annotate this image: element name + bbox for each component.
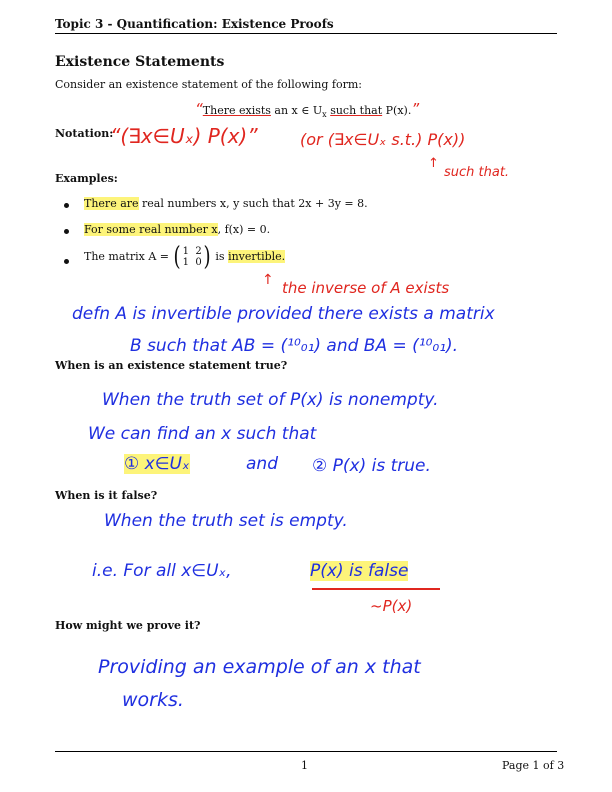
section-title: Existence Statements xyxy=(55,54,225,70)
matrix-left-paren: ( xyxy=(174,242,182,272)
such-that-phrase: such that xyxy=(330,104,383,117)
hand-true-condition-1: ① x∈Uₓ xyxy=(124,454,190,474)
footer-rule xyxy=(55,751,557,752)
question-true-label: When is an existence statement true? xyxy=(55,359,288,372)
question-false-label: When is it false? xyxy=(55,489,158,502)
example-3-highlight: invertible. xyxy=(228,250,286,263)
hand-defn-line-2: B such that AB = (¹⁰₀₁) and BA = (¹⁰₀₁). xyxy=(130,336,459,356)
matrix-right-paren: ) xyxy=(203,242,211,272)
hand-prove-line-2: works. xyxy=(122,689,184,711)
matrix-cell: 1 xyxy=(182,257,190,268)
arrow-up-icon: ↑ xyxy=(262,272,274,288)
notation-hand-alt: (or (∃x∈Uₓ s.t.) P(x)) xyxy=(300,130,466,149)
example-1-rest: real numbers x, y such that 2x + 3y = 8. xyxy=(138,197,368,210)
hand-false-line-1: When the truth set is empty. xyxy=(104,511,348,531)
notation-hand-main: “(∃x∈Uₓ) P(x)” xyxy=(110,124,258,148)
examples-label: Examples: xyxy=(55,172,118,185)
there-exists-phrase: There exists xyxy=(202,104,271,117)
hand-true-line-1: When the truth set of P(x) is nonempty. xyxy=(102,390,439,410)
hand-negation: ~P(x) xyxy=(370,597,413,615)
hand-true-condition-2: ② P(x) is true. xyxy=(312,456,431,476)
footer-page-of: Page 1 of 3 xyxy=(502,759,565,772)
hand-false-line-2b: P(x) is false xyxy=(310,561,409,581)
example-3-is: is xyxy=(211,250,229,263)
matrix-cell: 1 xyxy=(182,246,190,257)
example-3-pre: The matrix A = xyxy=(84,250,169,263)
example-item-3 xyxy=(84,244,285,270)
notation-hand-such-that: such that. xyxy=(444,165,510,180)
hand-prove-line-1: Providing an example of an x that xyxy=(98,656,421,678)
close-quote-hand: ” xyxy=(411,100,420,118)
statement-part2: an x ∈ U xyxy=(270,104,323,117)
footer-page-number: 1 xyxy=(301,759,308,772)
notation-label: Notation: xyxy=(55,127,114,140)
hand-inverse-note: the inverse of A exists xyxy=(282,279,450,297)
existence-statement xyxy=(195,100,419,119)
arrow-up-icon: ↑ xyxy=(428,156,439,171)
hand-defn-line-1: defn A is invertible provided there exists a matrix xyxy=(72,304,495,324)
example-2-highlight: For some real number x xyxy=(84,223,218,236)
bullet-2 xyxy=(64,229,69,234)
example-1-highlight: There are xyxy=(84,197,139,210)
bullet-3 xyxy=(64,259,69,264)
open-quote-hand: “ xyxy=(195,100,203,118)
example-item-2 xyxy=(84,223,270,236)
matrix-a xyxy=(183,246,202,268)
question-prove-label: How might we prove it? xyxy=(55,619,201,632)
statement-part5: P(x). xyxy=(382,104,412,117)
hand-true-line-2: We can find an x such that xyxy=(88,424,317,444)
statement-sub: x xyxy=(322,110,327,120)
matrix-cell: 2 xyxy=(195,246,202,257)
example-item-1 xyxy=(84,197,368,210)
matrix-cell: 0 xyxy=(195,257,202,268)
false-red-underline xyxy=(312,588,440,590)
header-rule xyxy=(55,33,557,34)
intro-text: Consider an existence statement of the following form: xyxy=(55,78,362,91)
page-header-title: Topic 3 - Quantification: Existence Proofs xyxy=(55,17,334,31)
hand-false-line-2a: i.e. For all x∈Uₓ, xyxy=(92,561,232,581)
example-2-rest: , f(x) = 0. xyxy=(217,223,271,236)
bullet-1 xyxy=(64,203,69,208)
hand-true-and: and xyxy=(246,454,278,474)
